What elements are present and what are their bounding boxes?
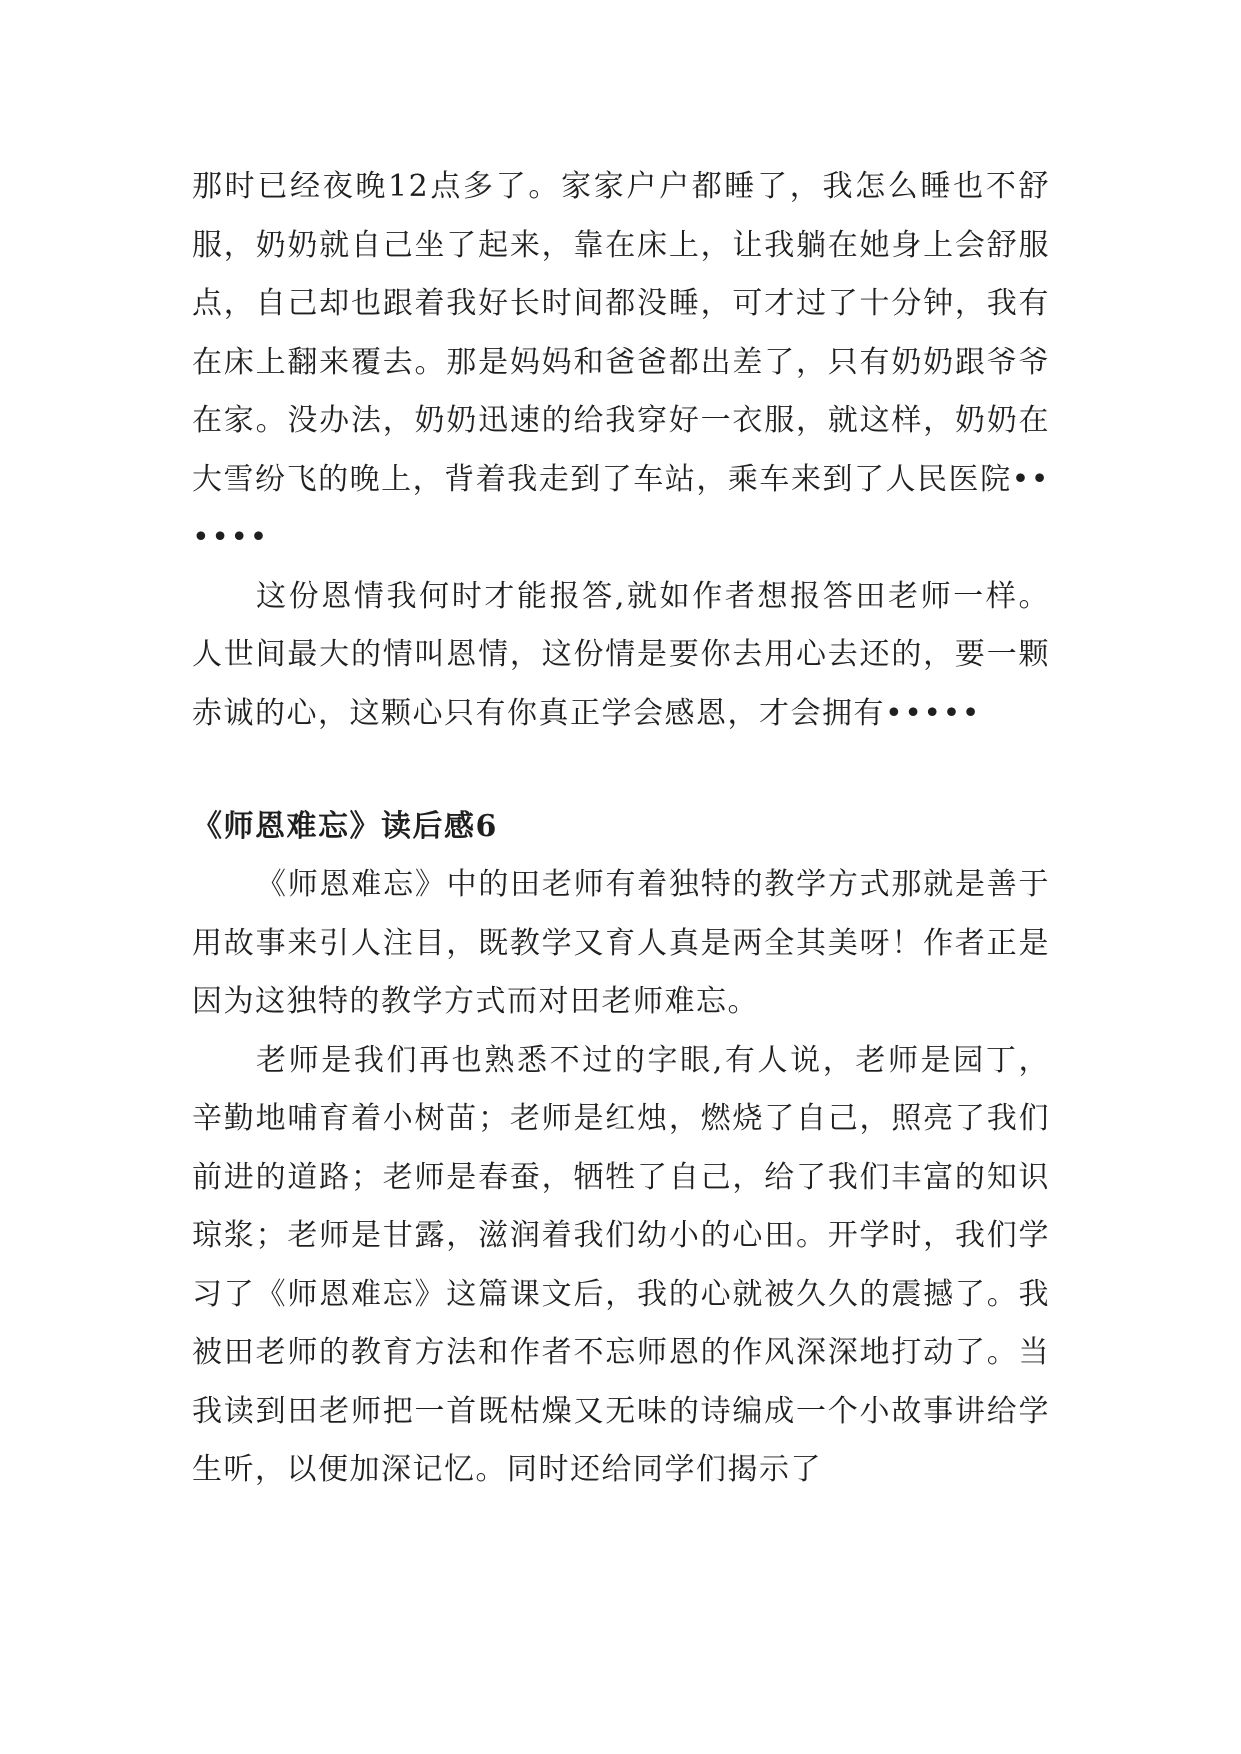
section-heading: 《师恩难忘》读后感6 — [192, 809, 498, 844]
paragraph: 老师是我们再也熟悉不过的字眼,有人说，老师是园丁，辛勤地哺育着小树苗；老师是红烛，燃烧了自己，照亮了我们前进的道路；老师是春蚕，牺牲了自己，给了我们丰富的知识琼浆；老师是甘露，滋润着我们幼小的心田。开学时，我们学习了《师恩难忘》这篇课文后，我的心就被久久的震撼了。我被田老师的教育方法和作者不忘师恩的作风深深地打动了。当我读到田老师把一首既枯燥又无味的诗编成一个小故事讲给学生听，以便加深记忆。同时还给同学们揭示了 — [192, 1042, 1050, 1487]
text-block-section1 — [192, 158, 1050, 743]
paragraph: 《师恩难忘》中的田老师有着独特的教学方式那就是善于用故事来引人注目，既教学又育人真是两全其美呀！作者正是因为这独特的教学方式而对田老师难忘。 — [192, 867, 1050, 1019]
paragraph: 那时已经夜晚12点多了。家家户户都睡了，我怎么睡也不舒服，奶奶就自己坐了起来，靠在床上，让我躺在她身上会舒服点，自己却也跟着我好长时间都没睡，可才过了十分钟，我有在床上翻来覆去。那是妈妈和爸爸都出差了，只有奶奶跟爷爷在家。没办法，奶奶迅速的给我穿好一衣服，就这样，奶奶在大雪纷飞的晚上，背着我走到了车站，乘车来到了人民医院•••••• — [192, 169, 1050, 555]
paragraph: 这份恩情我何时才能报答,就如作者想报答田老师一样。人世间最大的情叫恩情，这份情是要你去用心去还的，要一颗赤诚的心，这颗心只有你真正学会感恩，才会拥有••••• — [192, 578, 1050, 731]
text-block-section2 — [192, 856, 1050, 1500]
